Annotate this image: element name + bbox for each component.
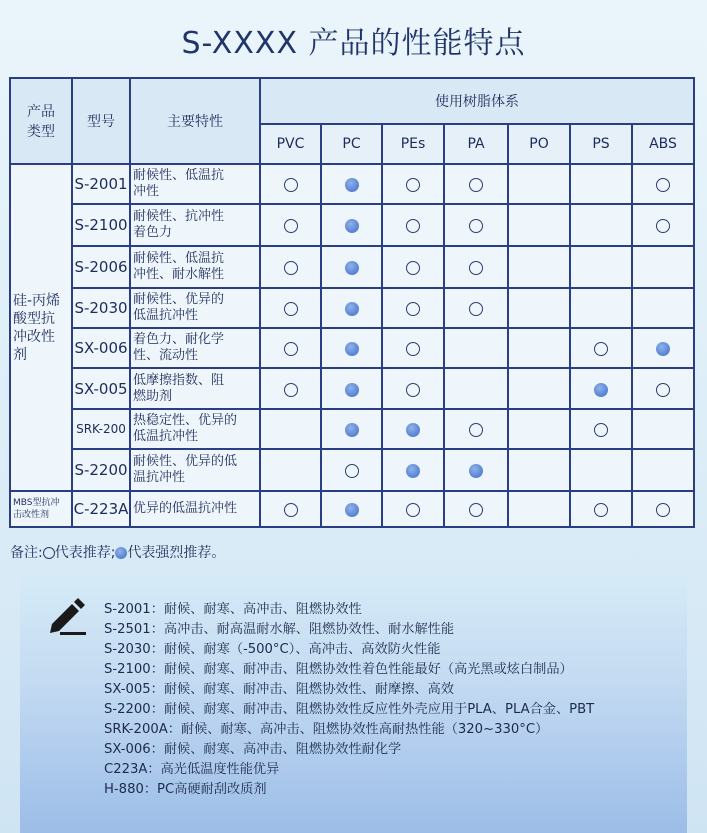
resin-cell-ps — [570, 246, 632, 288]
circle-outline-icon — [656, 219, 670, 233]
circle-filled-icon — [656, 342, 670, 356]
model-cell: S-2200 — [72, 449, 130, 491]
note-item: H-880：PC高硬耐刮改质剂 — [104, 782, 267, 797]
resin-header-pes: PEs — [382, 124, 444, 164]
resin-cell-pc — [321, 288, 382, 328]
header-resin-system: 使用树脂体系 — [260, 78, 694, 124]
features-cell: 耐候性、低温抗 冲性、耐水解性 — [130, 246, 260, 288]
resin-cell-pes — [382, 288, 444, 328]
header-model: 型号 — [72, 78, 130, 164]
resin-cell-abs — [632, 491, 694, 527]
resin-cell-pes — [382, 164, 444, 204]
resin-cell-abs — [632, 368, 694, 409]
note-recommend: 代表推荐; — [54, 545, 116, 561]
circle-outline-icon — [406, 503, 420, 517]
resin-cell-ps — [570, 449, 632, 491]
resin-cell-abs — [632, 409, 694, 449]
circle-filled-icon — [345, 423, 359, 437]
product-table — [9, 77, 695, 528]
resin-cell-pvc — [260, 328, 321, 368]
circle-filled-icon — [345, 261, 359, 275]
resin-cell-po — [508, 288, 570, 328]
circle-filled-icon — [345, 342, 359, 356]
circle-filled-icon — [406, 464, 420, 478]
note-item: S-2001：耐候、耐寒、高冲击、阻燃协效性 — [104, 602, 362, 617]
circle-outline-icon — [406, 383, 420, 397]
circle-outline-icon — [469, 302, 483, 316]
note-item: S-2501：高冲击、耐高温耐水解、阻燃协效性、耐水解性能 — [104, 622, 455, 637]
features-cell: 优异的低温抗冲性 — [130, 491, 260, 527]
resin-cell-pc — [321, 409, 382, 449]
features-cell: 耐候性、低温抗 冲性 — [130, 164, 260, 204]
resin-cell-ps — [570, 288, 632, 328]
resin-cell-ps — [570, 409, 632, 449]
circle-outline-icon — [43, 547, 55, 559]
circle-outline-icon — [469, 261, 483, 275]
features-cell: 耐候性、优异的低 温抗冲性 — [130, 449, 260, 491]
resin-cell-po — [508, 246, 570, 288]
resin-cell-abs — [632, 449, 694, 491]
table-row — [10, 164, 694, 204]
resin-header-pa: PA — [444, 124, 508, 164]
note-item: S-2030：耐候、耐寒（-500°C）、高冲击、高效防火性能 — [104, 642, 441, 657]
resin-cell-pc — [321, 449, 382, 491]
circle-outline-icon — [284, 503, 298, 517]
circle-outline-icon — [469, 178, 483, 192]
resin-cell-pvc — [260, 449, 321, 491]
note-item: C223A：高光低温度性能优异 — [104, 762, 280, 777]
table-row — [10, 368, 694, 409]
circle-outline-icon — [284, 178, 298, 192]
circle-outline-icon — [284, 219, 298, 233]
model-cell: S-2006 — [72, 246, 130, 288]
note-item: S-2200：耐候、耐寒、耐冲击、阻燃协效性反应性外壳应用于PLA、PLA合金、PBT — [104, 702, 595, 717]
legend-note — [10, 542, 225, 562]
resin-cell-abs — [632, 164, 694, 204]
resin-cell-ps — [570, 204, 632, 246]
product-type-cell: 硅-丙烯 酸型抗 冲改性 剂 — [10, 164, 72, 491]
resin-cell-abs — [632, 246, 694, 288]
circle-filled-icon — [406, 423, 420, 437]
resin-cell-pa — [444, 409, 508, 449]
resin-cell-pes — [382, 368, 444, 409]
resin-cell-pa — [444, 164, 508, 204]
note-item: S-2100：耐候、耐寒、耐冲击、阻燃协效性着色性能最好（高光黑或炫白制品） — [104, 662, 573, 677]
circle-outline-icon — [406, 219, 420, 233]
model-cell: S-2030 — [72, 288, 130, 328]
resin-cell-pvc — [260, 409, 321, 449]
resin-cell-ps — [570, 328, 632, 368]
resin-cell-pc — [321, 368, 382, 409]
table-row — [10, 246, 694, 288]
features-cell: 热稳定性、优异的 低温抗冲性 — [130, 409, 260, 449]
circle-outline-icon — [406, 261, 420, 275]
resin-cell-pes — [382, 409, 444, 449]
resin-cell-pa — [444, 368, 508, 409]
resin-cell-pa — [444, 328, 508, 368]
circle-outline-icon — [656, 503, 670, 517]
model-cell: SRK-200 — [72, 409, 130, 449]
circle-filled-icon — [115, 547, 127, 559]
resin-cell-pa — [444, 204, 508, 246]
resin-header-ps: PS — [570, 124, 632, 164]
note-strong: 代表强烈推荐。 — [127, 545, 226, 561]
circle-filled-icon — [345, 302, 359, 316]
circle-outline-icon — [284, 302, 298, 316]
resin-cell-po — [508, 449, 570, 491]
resin-cell-pc — [321, 204, 382, 246]
circle-filled-icon — [345, 219, 359, 233]
features-cell: 低摩擦指数、阻 燃助剂 — [130, 368, 260, 409]
circle-outline-icon — [594, 503, 608, 517]
model-cell: SX-006 — [72, 328, 130, 368]
resin-cell-pes — [382, 491, 444, 527]
resin-header-pc: PC — [321, 124, 382, 164]
circle-outline-icon — [656, 178, 670, 192]
resin-cell-abs — [632, 288, 694, 328]
page-title: S-XXXX 产品的性能特点 — [181, 26, 526, 61]
resin-cell-pc — [321, 164, 382, 204]
circle-outline-icon — [284, 383, 298, 397]
circle-outline-icon — [594, 342, 608, 356]
resin-cell-pvc — [260, 246, 321, 288]
circle-filled-icon — [345, 503, 359, 517]
model-cell: S-2001 — [72, 164, 130, 204]
circle-outline-icon — [406, 342, 420, 356]
resin-cell-po — [508, 164, 570, 204]
table-row — [10, 491, 694, 527]
notes-panel — [20, 574, 687, 833]
circle-outline-icon — [345, 464, 359, 478]
circle-filled-icon — [594, 383, 608, 397]
resin-cell-po — [508, 491, 570, 527]
resin-cell-pvc — [260, 491, 321, 527]
resin-cell-pvc — [260, 164, 321, 204]
header-product-type: 产品 类型 — [10, 78, 72, 164]
table-row — [10, 288, 694, 328]
circle-outline-icon — [469, 423, 483, 437]
resin-cell-ps — [570, 368, 632, 409]
resin-cell-pa — [444, 246, 508, 288]
features-cell: 耐候性、抗冲性 着色力 — [130, 204, 260, 246]
circle-filled-icon — [469, 464, 483, 478]
table-row — [10, 409, 694, 449]
resin-header-pvc: PVC — [260, 124, 321, 164]
model-cell: C-223A — [72, 491, 130, 527]
resin-cell-po — [508, 409, 570, 449]
table-row — [10, 204, 694, 246]
circle-outline-icon — [284, 342, 298, 356]
circle-filled-icon — [345, 383, 359, 397]
resin-cell-ps — [570, 164, 632, 204]
features-cell: 耐候性、优异的 低温抗冲性 — [130, 288, 260, 328]
circle-outline-icon — [406, 302, 420, 316]
circle-filled-icon — [345, 178, 359, 192]
circle-outline-icon — [284, 261, 298, 275]
features-cell: 着色力、耐化学 性、流动性 — [130, 328, 260, 368]
resin-cell-pvc — [260, 204, 321, 246]
resin-header-abs: ABS — [632, 124, 694, 164]
resin-header-po: PO — [508, 124, 570, 164]
resin-cell-pa — [444, 491, 508, 527]
resin-cell-pa — [444, 288, 508, 328]
model-cell: SX-005 — [72, 368, 130, 409]
resin-cell-pvc — [260, 368, 321, 409]
resin-cell-po — [508, 368, 570, 409]
note-item: SRK-200A：耐候、耐寒、高冲击、阻燃协效性高耐热性能（320~330°C） — [104, 722, 549, 737]
circle-outline-icon — [469, 503, 483, 517]
resin-cell-pc — [321, 328, 382, 368]
model-cell: S-2100 — [72, 204, 130, 246]
resin-cell-po — [508, 328, 570, 368]
resin-cell-pes — [382, 204, 444, 246]
circle-outline-icon — [594, 423, 608, 437]
pen-icon — [46, 594, 88, 636]
resin-cell-ps — [570, 491, 632, 527]
note-item: SX-006：耐候、耐寒、高冲击、阻燃协效性耐化学 — [104, 742, 402, 757]
resin-cell-pes — [382, 246, 444, 288]
header-features: 主要特性 — [130, 78, 260, 164]
table-row — [10, 449, 694, 491]
note-prefix: 备注: — [10, 545, 43, 561]
table-row — [10, 328, 694, 368]
resin-cell-pes — [382, 449, 444, 491]
resin-cell-pes — [382, 328, 444, 368]
resin-cell-abs — [632, 204, 694, 246]
resin-cell-abs — [632, 328, 694, 368]
notes-list — [104, 600, 594, 800]
circle-outline-icon — [406, 178, 420, 192]
circle-outline-icon — [469, 219, 483, 233]
note-item: SX-005：耐候、耐寒、耐冲击、阻燃协效性、耐摩擦、高效 — [104, 682, 454, 697]
resin-cell-pa — [444, 449, 508, 491]
circle-outline-icon — [656, 383, 670, 397]
resin-cell-po — [508, 204, 570, 246]
product-type-cell: MBS型抗冲 击改性剂 — [10, 491, 72, 527]
resin-cell-pc — [321, 246, 382, 288]
resin-cell-pvc — [260, 288, 321, 328]
resin-cell-pc — [321, 491, 382, 527]
